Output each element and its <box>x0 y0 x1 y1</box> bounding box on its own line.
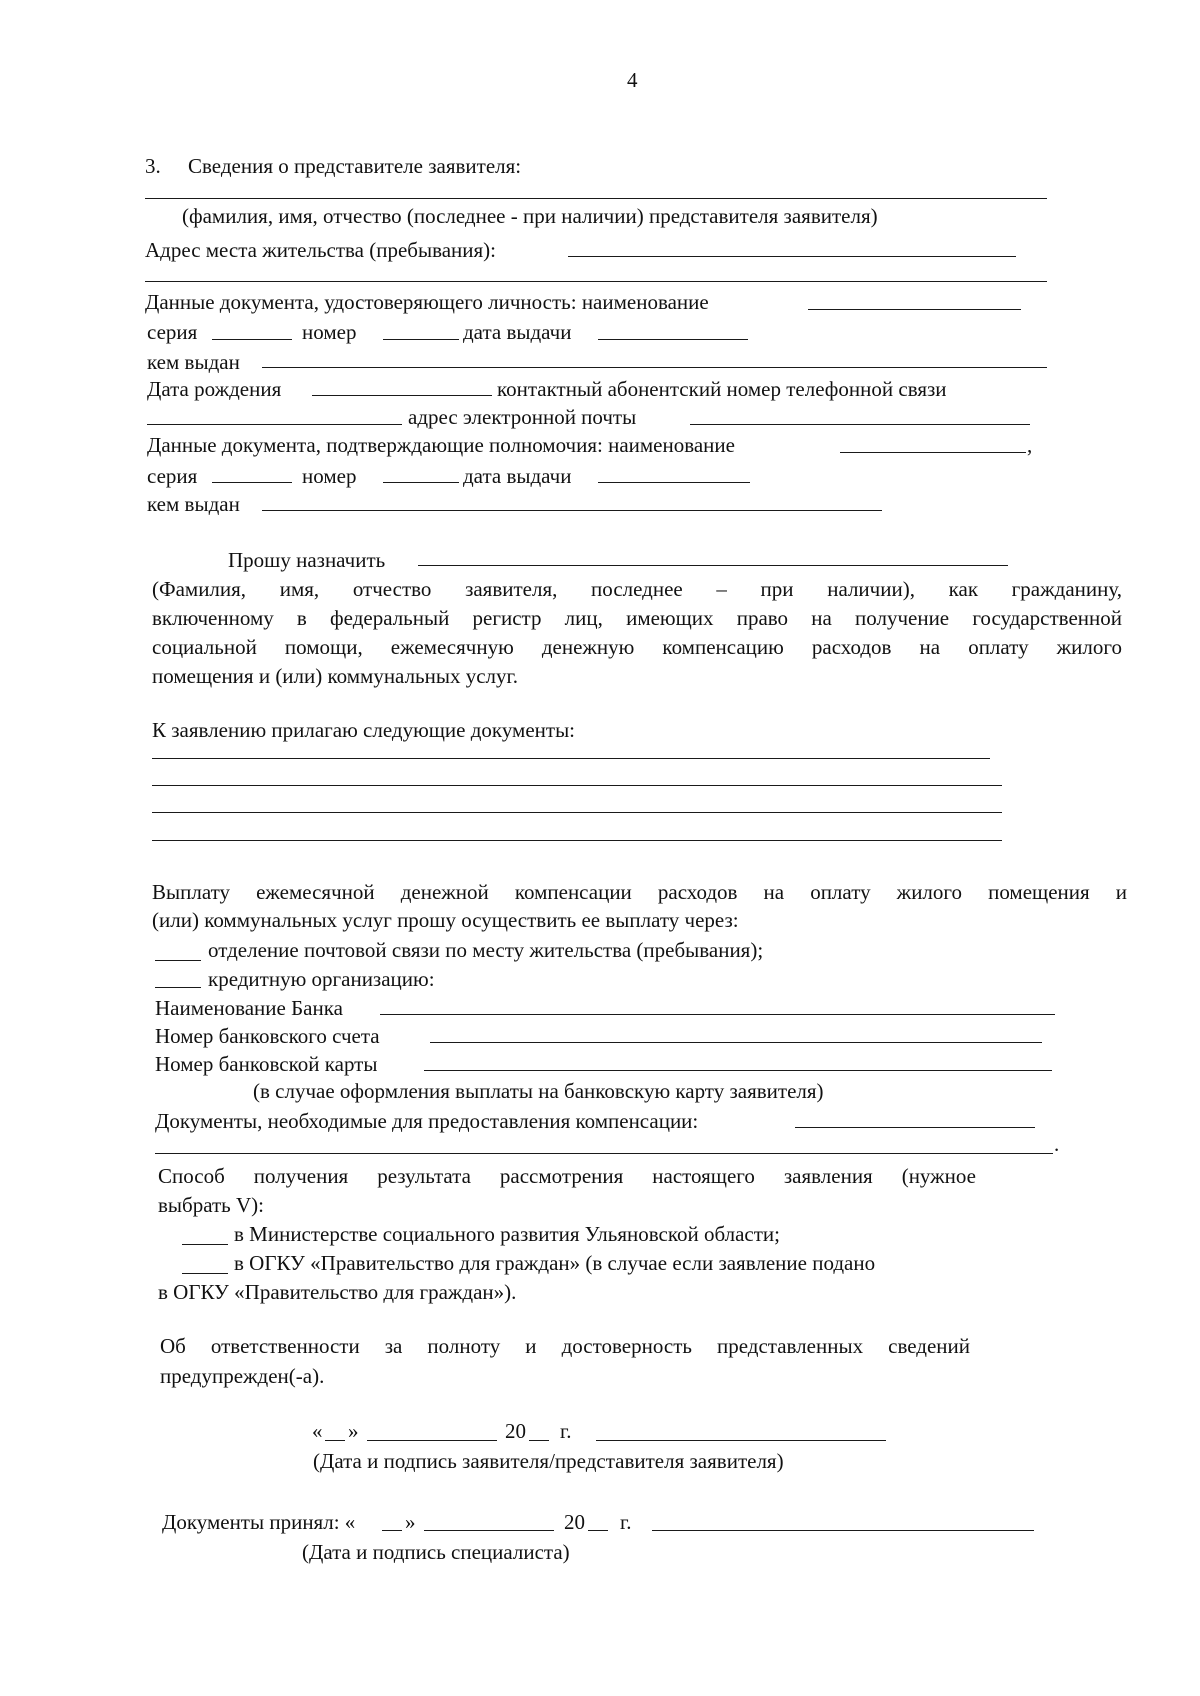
id-doc-label: Данные документа, удостоверяющего личность: наименование <box>145 290 709 314</box>
option-post-checkbox[interactable] <box>155 960 201 961</box>
signature-quote-open: « <box>312 1419 323 1443</box>
email-label: адрес электронной почты <box>408 405 637 429</box>
docs-field[interactable] <box>795 1127 1035 1128</box>
accepted-year-prefix: 20 <box>564 1510 585 1534</box>
section-number: 3. <box>145 154 161 178</box>
result-line-2: выбрать V): <box>158 1193 264 1217</box>
attachment-line-1[interactable] <box>152 758 990 759</box>
result-line-1: Способ получения результата рассмотрения настоящего заявления (нужное <box>158 1164 976 1188</box>
request-line-4: помещения и (или) коммунальных услуг. <box>152 664 519 688</box>
number-field-2[interactable] <box>383 482 459 483</box>
series-field[interactable] <box>212 339 292 340</box>
section-heading: Сведения о представителе заявителя: <box>188 154 522 178</box>
card-label: Номер банковской карты <box>155 1052 378 1076</box>
attachment-line-4[interactable] <box>152 840 1002 841</box>
attachment-line-2[interactable] <box>152 785 1002 786</box>
number-label-2: номер <box>302 464 357 488</box>
accepted-caption: (Дата и подпись специалиста) <box>302 1540 570 1564</box>
accepted-sign-field[interactable] <box>652 1530 1034 1531</box>
address-label: Адрес места жительства (пребывания): <box>145 238 497 262</box>
signature-day-field[interactable] <box>325 1440 345 1441</box>
accepted-month-field[interactable] <box>424 1530 554 1531</box>
signature-sign-field[interactable] <box>596 1440 886 1441</box>
request-line-2: включенному в федеральный регистр лиц, имеющих право на получение государственной <box>152 606 1122 630</box>
issue-date-label-2: дата выдачи <box>463 464 572 488</box>
responsibility-line-1: Об ответственности за полноту и достоверность представленных сведений <box>160 1334 970 1358</box>
signature-caption: (Дата и подпись заявителя/представителя заявителя) <box>313 1449 784 1473</box>
card-caption: (в случае оформления выплаты на банковскую карту заявителя) <box>253 1079 824 1103</box>
signature-month-field[interactable] <box>367 1440 497 1441</box>
number-field[interactable] <box>383 339 459 340</box>
phone-label: контактный абонентский номер телефонной связи <box>497 377 947 401</box>
accepted-label: Документы принял: « <box>162 1510 356 1534</box>
representative-name-caption: (фамилия, имя, отчество (последнее - при наличии) представителя заявителя) <box>182 204 878 228</box>
option-credit-checkbox[interactable] <box>155 987 201 988</box>
authority-doc-name-field[interactable] <box>840 452 1026 453</box>
issue-date-label: дата выдачи <box>463 320 572 344</box>
option-ogku-label: в ОГКУ «Правительство для граждан» (в случае если заявление подано <box>234 1251 876 1275</box>
prosh-label: Прошу назначить <box>228 548 386 572</box>
authority-doc-comma: , <box>1027 433 1033 457</box>
docs-label: Документы, необходимые для предоставления компенсации: <box>155 1109 699 1133</box>
issued-by-field-2[interactable] <box>262 510 882 511</box>
payment-line-1: Выплату ежемесячной денежной компенсации расходов на оплату жилого помещения и <box>152 880 1127 904</box>
accepted-day-field[interactable] <box>382 1530 402 1531</box>
email-field[interactable] <box>690 424 1030 425</box>
birth-date-field[interactable] <box>312 395 492 396</box>
accepted-quote-close: » <box>405 1510 416 1534</box>
request-line-1: (Фамилия, имя, отчество заявителя, последнее – при наличии), как гражданину, <box>152 577 1122 601</box>
series-field-2[interactable] <box>212 482 292 483</box>
request-line-3: социальной помощи, ежемесячную денежную компенсацию расходов на оплату жилого <box>152 635 1122 659</box>
option-ministry-label: в Министерстве социального развития Ульяновской области; <box>234 1222 780 1246</box>
issue-date-field[interactable] <box>598 339 748 340</box>
series-label-2: серия <box>147 464 198 488</box>
bank-name-label: Наименование Банка <box>155 996 343 1020</box>
bank-name-field[interactable] <box>380 1014 1055 1015</box>
docs-period: . <box>1054 1132 1060 1156</box>
accepted-year-suffix: г. <box>620 1510 632 1534</box>
responsibility-line-2: предупрежден(-а). <box>160 1364 325 1388</box>
signature-year-field[interactable] <box>529 1440 549 1441</box>
phone-field[interactable] <box>147 424 402 425</box>
representative-name-line[interactable] <box>145 198 1047 199</box>
issued-by-field[interactable] <box>262 367 1047 368</box>
authority-doc-label: Данные документа, подтверждающие полномочия: наименование <box>147 433 735 457</box>
option-ogku-label-cont: в ОГКУ «Правительство для граждан»). <box>158 1280 517 1304</box>
id-doc-name-field[interactable] <box>808 309 1021 310</box>
card-field[interactable] <box>424 1070 1052 1071</box>
signature-year-suffix: г. <box>560 1419 572 1443</box>
signature-year-prefix: 20 <box>505 1419 526 1443</box>
docs-field-line2[interactable] <box>155 1153 1053 1154</box>
account-field[interactable] <box>430 1042 1042 1043</box>
series-label: серия <box>147 320 198 344</box>
option-post-label: отделение почтовой связи по месту жительства (пребывания); <box>208 938 764 962</box>
account-label: Номер банковского счета <box>155 1024 380 1048</box>
birth-date-label: Дата рождения <box>147 377 282 401</box>
issued-by-label-2: кем выдан <box>147 492 240 516</box>
issue-date-field-2[interactable] <box>598 482 750 483</box>
option-ogku-checkbox[interactable] <box>182 1273 228 1274</box>
signature-quote-close: » <box>348 1419 359 1443</box>
address-field-line2[interactable] <box>145 281 1047 282</box>
accepted-year-field[interactable] <box>588 1530 608 1531</box>
attachment-line-3[interactable] <box>152 812 1002 813</box>
page-number: 4 <box>627 68 638 92</box>
payment-line-2: (или) коммунальных услуг прошу осуществить ее выплату через: <box>152 908 739 932</box>
option-ministry-checkbox[interactable] <box>182 1244 228 1245</box>
option-credit-label: кредитную организацию: <box>208 967 435 991</box>
applicant-name-field[interactable] <box>418 565 1008 566</box>
attachments-label: К заявлению прилагаю следующие документы: <box>152 718 576 742</box>
issued-by-label: кем выдан <box>147 350 240 374</box>
address-field[interactable] <box>568 256 1016 257</box>
number-label: номер <box>302 320 357 344</box>
